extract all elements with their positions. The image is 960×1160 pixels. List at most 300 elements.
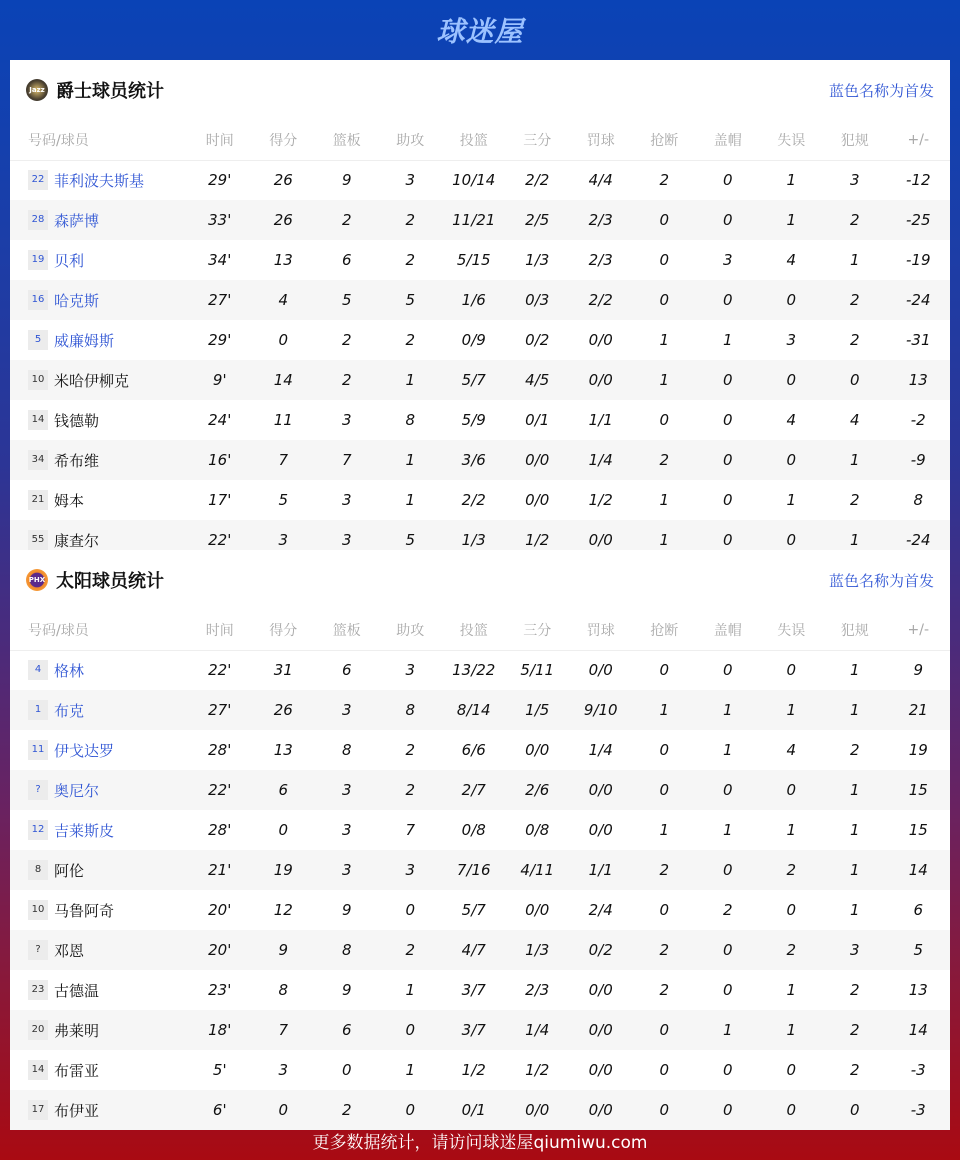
stat-cell: 4 [786,741,797,759]
player-row [10,890,950,930]
stat-cell: 0 [722,491,733,509]
stat-cell: 22' [208,661,232,680]
stat-cell: 1 [633,690,697,730]
column-header: 盖帽 [696,610,760,650]
team-title: 爵士球员统计 [56,81,164,102]
player-name[interactable]: 邓恩 [54,941,85,960]
stat-cell: 0 [278,821,289,839]
player-name[interactable]: 布克 [54,701,85,720]
player-row [10,280,950,320]
jazz-logo-icon: Jazz [26,79,48,101]
column-header: 三分 [506,610,570,650]
stat-cell: 1 [760,690,824,730]
stat-cell: 3/7 [461,981,486,999]
stat-cell: 0 [722,661,733,680]
stat-cell: 26 [252,690,316,730]
jersey-number-badge: 16 [28,290,48,310]
stat-cell: 3 [379,850,443,890]
jersey-number-badge: 12 [28,820,48,840]
column-header: 得分 [252,120,316,160]
stat-cell: 0 [659,741,670,759]
stat-cell: 0 [633,200,697,240]
stat-cell: 1 [659,331,670,349]
stat-cell: 1/1 [588,411,613,429]
stat-cell: -3 [910,1061,926,1079]
stat-cell: 19 [908,741,928,759]
jersey-number-badge: 55 [28,530,48,550]
column-header: 犯规 [823,120,887,160]
stat-cell: 8 [341,741,352,759]
stat-cell: 22' [188,770,252,810]
stat-cell: 5/11 [520,661,555,680]
column-header: 投篮 [442,610,506,650]
stat-cell: 0/0 [506,440,570,480]
player-name[interactable]: 威廉姆斯 [54,331,115,350]
stat-cell: 15 [887,770,951,810]
stat-cell: 13 [273,741,293,759]
stat-cell: 3 [405,661,416,680]
stat-cell: 0/0 [569,520,633,560]
stat-cell: 0 [760,1090,824,1130]
stat-cell: 7 [315,440,379,480]
player-row [10,850,950,890]
stat-cell: 0 [633,1090,697,1130]
column-header: 号码/球员 [10,120,188,160]
player-name[interactable]: 吉莱斯皮 [54,821,115,840]
stat-cell: 26 [273,171,293,190]
stat-cell: 2 [849,741,860,759]
stat-cell: 2 [379,770,443,810]
stat-cell: 3 [341,411,352,429]
player-stats-table [10,120,950,560]
player-row [10,320,950,360]
jersey-number-badge: 22 [28,170,48,190]
player-name[interactable]: 哈克斯 [54,291,100,310]
stat-cell: 1 [786,981,797,999]
stat-cell: 3 [341,491,352,509]
stat-cell: 0/0 [569,770,633,810]
stat-cell: 4/7 [442,930,506,970]
player-name[interactable]: 奥尼尔 [54,781,100,800]
column-header: 得分 [252,610,316,650]
stat-cell: 1 [823,440,887,480]
stat-cell: 2 [379,930,443,970]
stat-cell: 1 [659,821,670,839]
stat-cell: 3/7 [442,1010,506,1050]
stat-cell: 9' [188,360,252,400]
stat-cell: 3 [278,1061,289,1079]
stat-cell: 7 [252,1010,316,1050]
stat-cell: 3 [405,171,416,190]
player-name[interactable]: 弗莱明 [54,1021,100,1040]
stat-cell: 0 [760,520,824,560]
stat-cell: 1/4 [569,440,633,480]
stat-cell: 4 [786,411,797,429]
brand-logo: 球迷屋 [436,15,524,48]
stat-cell: 2 [315,200,379,240]
stat-cell: 0/8 [461,821,486,839]
player-row [10,1050,950,1090]
suns-stats-card [10,550,950,1120]
stat-cell: -25 [887,200,951,240]
stat-cell: 2 [633,440,697,480]
column-header: 盖帽 [696,120,760,160]
stat-cell: 0/0 [569,1090,633,1130]
player-name[interactable]: 菲利波夫斯基 [54,171,145,190]
stat-cell: 3 [786,331,797,349]
player-name[interactable]: 康查尔 [54,531,100,550]
player-name[interactable]: 布伊亚 [54,1101,100,1120]
stat-cell: 0 [659,901,670,919]
stat-cell: 5/7 [442,360,506,400]
stat-cell: 26 [252,200,316,240]
stat-cell: 0 [405,901,416,919]
stat-cell: 6 [252,770,316,810]
stat-cell: 0/0 [588,331,613,349]
stat-cell: 14 [887,850,951,890]
stat-cell: 1/2 [588,491,613,509]
stat-cell: 6 [315,1010,379,1050]
column-header: 抢断 [633,120,697,160]
column-header: 时间 [188,120,252,160]
column-header: 号码/球员 [10,610,188,650]
jersey-number-badge: ? [28,780,48,800]
stat-cell: 0 [659,661,670,680]
stat-cell: 13 [273,251,293,269]
player-row [10,770,950,810]
stat-cell: -2 [910,411,926,429]
stat-cell: -12 [906,171,931,190]
stat-cell: 0/8 [525,821,550,839]
stat-cell: 1/2 [525,1061,550,1079]
stat-cell: 0/0 [525,491,550,509]
stat-cell: 2/3 [569,200,633,240]
player-row [10,200,950,240]
stat-cell: 2 [379,200,443,240]
column-header: 罚球 [569,610,633,650]
stat-cell: 18' [188,1010,252,1050]
stat-cell: 2/3 [525,981,550,999]
stat-cell: 0 [252,1090,316,1130]
stat-cell: 2 [849,491,860,509]
table-header-row [10,120,950,160]
player-name[interactable]: 希布维 [54,451,100,470]
player-row [10,970,950,1010]
stat-cell: 0 [696,200,760,240]
stat-cell: 5/9 [461,411,486,429]
stat-cell: 0 [823,360,887,400]
stat-cell: 3/6 [442,440,506,480]
stat-cell: 5 [379,280,443,320]
stat-cell: 1 [379,440,443,480]
jersey-number-badge: 14 [28,1060,48,1080]
stat-cell: 0 [696,1090,760,1130]
player-row [10,160,950,200]
jersey-number-badge: 34 [28,450,48,470]
column-header: 助攻 [379,120,443,160]
stat-cell: 15 [908,821,928,839]
stat-cell: 1 [659,491,670,509]
stat-cell: 14 [887,1010,951,1050]
player-row [10,400,950,440]
stat-cell: 8 [379,690,443,730]
stat-cell: 1 [786,491,797,509]
stat-cell: 3 [823,930,887,970]
stat-cell: 1/2 [461,1061,486,1079]
stat-cell: 0 [786,1061,797,1079]
stat-cell: 2 [315,360,379,400]
stat-cell: 1 [379,360,443,400]
stat-cell: 0/0 [525,741,550,759]
stat-cell: 29' [208,331,232,349]
stat-cell: 21' [188,850,252,890]
stat-cell: 3 [315,690,379,730]
jersey-number-badge: 10 [28,900,48,920]
stat-cell: 5 [315,280,379,320]
player-stats-table [10,610,950,1130]
jersey-number-badge: 8 [28,860,48,880]
stat-cell: 0/3 [506,280,570,320]
stat-cell: 23' [208,981,232,999]
stat-cell: -9 [887,440,951,480]
stat-cell: 0 [760,770,824,810]
stat-cell: 0/2 [525,331,550,349]
stat-cell: 2 [823,280,887,320]
stat-cell: 0 [696,520,760,560]
stat-cell: 4/11 [506,850,570,890]
stat-cell: 0/0 [506,1090,570,1130]
player-row [10,810,950,850]
stat-cell: 1 [849,821,860,839]
stat-cell: 2 [760,850,824,890]
jersey-number-badge: 10 [28,370,48,390]
stat-cell: 1 [633,360,697,400]
player-name[interactable]: 古德温 [54,981,100,1000]
stat-cell: 1 [823,770,887,810]
stat-cell: 28' [208,821,232,839]
stat-cell: 24' [208,411,232,429]
stat-cell: 0 [633,280,697,320]
stat-cell: 0 [823,1090,887,1130]
starter-legend-note: 蓝色名称为首发 [828,81,934,100]
column-header: 篮板 [315,610,379,650]
stat-cell: 13/22 [452,661,496,680]
stat-cell: 1 [823,850,887,890]
stat-cell: 1 [849,901,860,919]
stat-cell: 2/2 [525,171,550,190]
player-name[interactable]: 森萨博 [54,211,100,230]
stat-cell: 2 [659,171,670,190]
stat-cell: 0 [786,661,797,680]
stat-cell: 2 [849,331,860,349]
column-header: 犯规 [823,610,887,650]
column-header: 投篮 [442,120,506,160]
stat-cell: 7 [252,440,316,480]
jersey-number-badge: 5 [28,330,48,350]
stat-cell: 34' [208,251,232,269]
stat-cell: 1 [786,171,797,190]
stat-cell: 2 [722,901,733,919]
stat-cell: 2 [849,1061,860,1079]
stat-cell: 5/15 [456,251,491,269]
stat-cell: 0 [760,360,824,400]
stat-cell: 1 [696,1010,760,1050]
stat-cell: 2 [633,850,697,890]
stat-cell: 11 [273,411,293,429]
stat-cell: 0/2 [569,930,633,970]
player-name[interactable]: 钱德勒 [54,411,100,430]
stat-cell: 8 [405,411,416,429]
jersey-number-badge: 14 [28,410,48,430]
player-name[interactable]: 格林 [54,661,85,680]
jersey-number-badge: 23 [28,980,48,1000]
stat-cell: 2/2 [569,280,633,320]
stat-cell: 1/3 [525,251,550,269]
stat-cell: 1 [722,821,733,839]
column-header: 助攻 [379,610,443,650]
team-header [10,60,950,120]
stat-cell: 1/4 [506,1010,570,1050]
stat-cell: 6 [341,661,352,680]
column-header: 抢断 [633,610,697,650]
stat-cell: 1/3 [506,930,570,970]
stat-cell: 27' [188,690,252,730]
team-title: 太阳球员统计 [56,571,164,592]
stat-cell: 5 [379,520,443,560]
stat-cell: 0/0 [588,821,613,839]
stat-cell: 0 [659,1061,670,1079]
stat-cell: -31 [906,331,931,349]
stat-cell: 0 [379,1010,443,1050]
player-row [10,240,950,280]
stat-cell: 2 [315,1090,379,1130]
stat-cell: -24 [887,520,951,560]
stat-cell: 4 [252,280,316,320]
column-header: 三分 [506,120,570,160]
stat-cell: 9 [341,171,352,190]
stat-cell: 3 [341,821,352,839]
stat-cell: 1 [823,690,887,730]
jersey-number-badge: ? [28,940,48,960]
stat-cell: 1 [633,520,697,560]
player-name[interactable]: 贝利 [54,251,85,270]
stat-cell: 29' [208,171,232,190]
stat-cell: 9 [913,661,924,680]
stat-cell: 4 [849,411,860,429]
stat-cell: 2 [405,331,416,349]
stat-cell: 1 [405,491,416,509]
stat-cell: 10/14 [452,171,496,190]
footer-banner [0,1120,960,1160]
stat-cell: 2 [405,251,416,269]
stat-cell: 3 [252,520,316,560]
stat-cell: 2 [659,981,670,999]
stat-cell: 9 [341,981,352,999]
column-header: 时间 [188,610,252,650]
stat-cell: 9 [341,901,352,919]
stat-cell: 11/21 [442,200,506,240]
player-row [10,1010,950,1050]
stat-cell: 0 [722,981,733,999]
stat-cell: 5 [278,491,289,509]
player-name[interactable]: 阿伦 [54,861,85,880]
team-header [10,550,950,610]
stat-cell: 0/0 [569,360,633,400]
stat-cell: 17' [208,491,232,509]
player-name[interactable]: 布雷亚 [54,1061,100,1080]
stat-cell: 14 [252,360,316,400]
stat-cell: 2 [341,331,352,349]
stat-cell: 0 [696,850,760,890]
stat-cell: 5/7 [461,901,486,919]
stat-cell: 27' [188,280,252,320]
jersey-number-badge: 17 [28,1100,48,1120]
player-name[interactable]: 马鲁阿奇 [54,901,115,920]
stat-cell: 7 [405,821,416,839]
stat-cell: 1/3 [442,520,506,560]
stat-cell: 2 [823,1010,887,1050]
stat-cell: 8 [913,491,924,509]
stat-cell: 16' [188,440,252,480]
jersey-number-badge: 19 [28,250,48,270]
stat-cell: 1 [722,331,733,349]
brand-header [0,0,960,60]
stat-cell: 3 [722,251,733,269]
player-name[interactable]: 伊戈达罗 [54,741,115,760]
stat-cell: 0 [659,411,670,429]
stat-cell: 2/7 [442,770,506,810]
stat-cell: 0 [722,411,733,429]
stat-cell: 5' [212,1061,227,1079]
stat-cell: 0 [722,171,733,190]
stat-cell: 3 [315,770,379,810]
player-name[interactable]: 姆本 [54,491,85,510]
stat-cell: 13 [908,981,928,999]
stat-cell: 20' [188,930,252,970]
stat-cell: -19 [906,251,931,269]
stat-cell: 7/16 [442,850,506,890]
stat-cell: 1/6 [442,280,506,320]
footer-link-text[interactable]: 更多数据统计，请访问球迷屋qiumiwu.com [312,1132,648,1153]
column-header: 失误 [760,120,824,160]
player-name[interactable]: 米哈伊柳克 [54,371,130,390]
table-header-row [10,610,950,650]
stat-cell: -24 [887,280,951,320]
jersey-number-badge: 4 [28,660,48,680]
stat-cell: 0/0 [588,981,613,999]
jersey-number-badge: 20 [28,1020,48,1040]
stat-cell: 0/0 [569,1010,633,1050]
player-row [10,360,950,400]
stat-cell: 0/0 [525,901,550,919]
stat-cell: 6 [341,251,352,269]
jersey-number-badge: 21 [28,490,48,510]
stat-cell: 3 [315,520,379,560]
stat-cell: 28' [208,741,232,759]
stat-cell: 0 [760,440,824,480]
column-header: +/- [887,610,951,650]
stat-cell: 0 [659,251,670,269]
stat-cell: 0/1 [525,411,550,429]
stat-cell: 1 [760,200,824,240]
stat-cell: 2/4 [588,901,613,919]
suns-logo-icon: PHX [26,569,48,591]
stat-cell: 0 [696,360,760,400]
stat-cell: 0/9 [461,331,486,349]
stat-cell: 0 [696,930,760,970]
stat-cell: 1 [405,981,416,999]
stat-cell: 8/14 [442,690,506,730]
